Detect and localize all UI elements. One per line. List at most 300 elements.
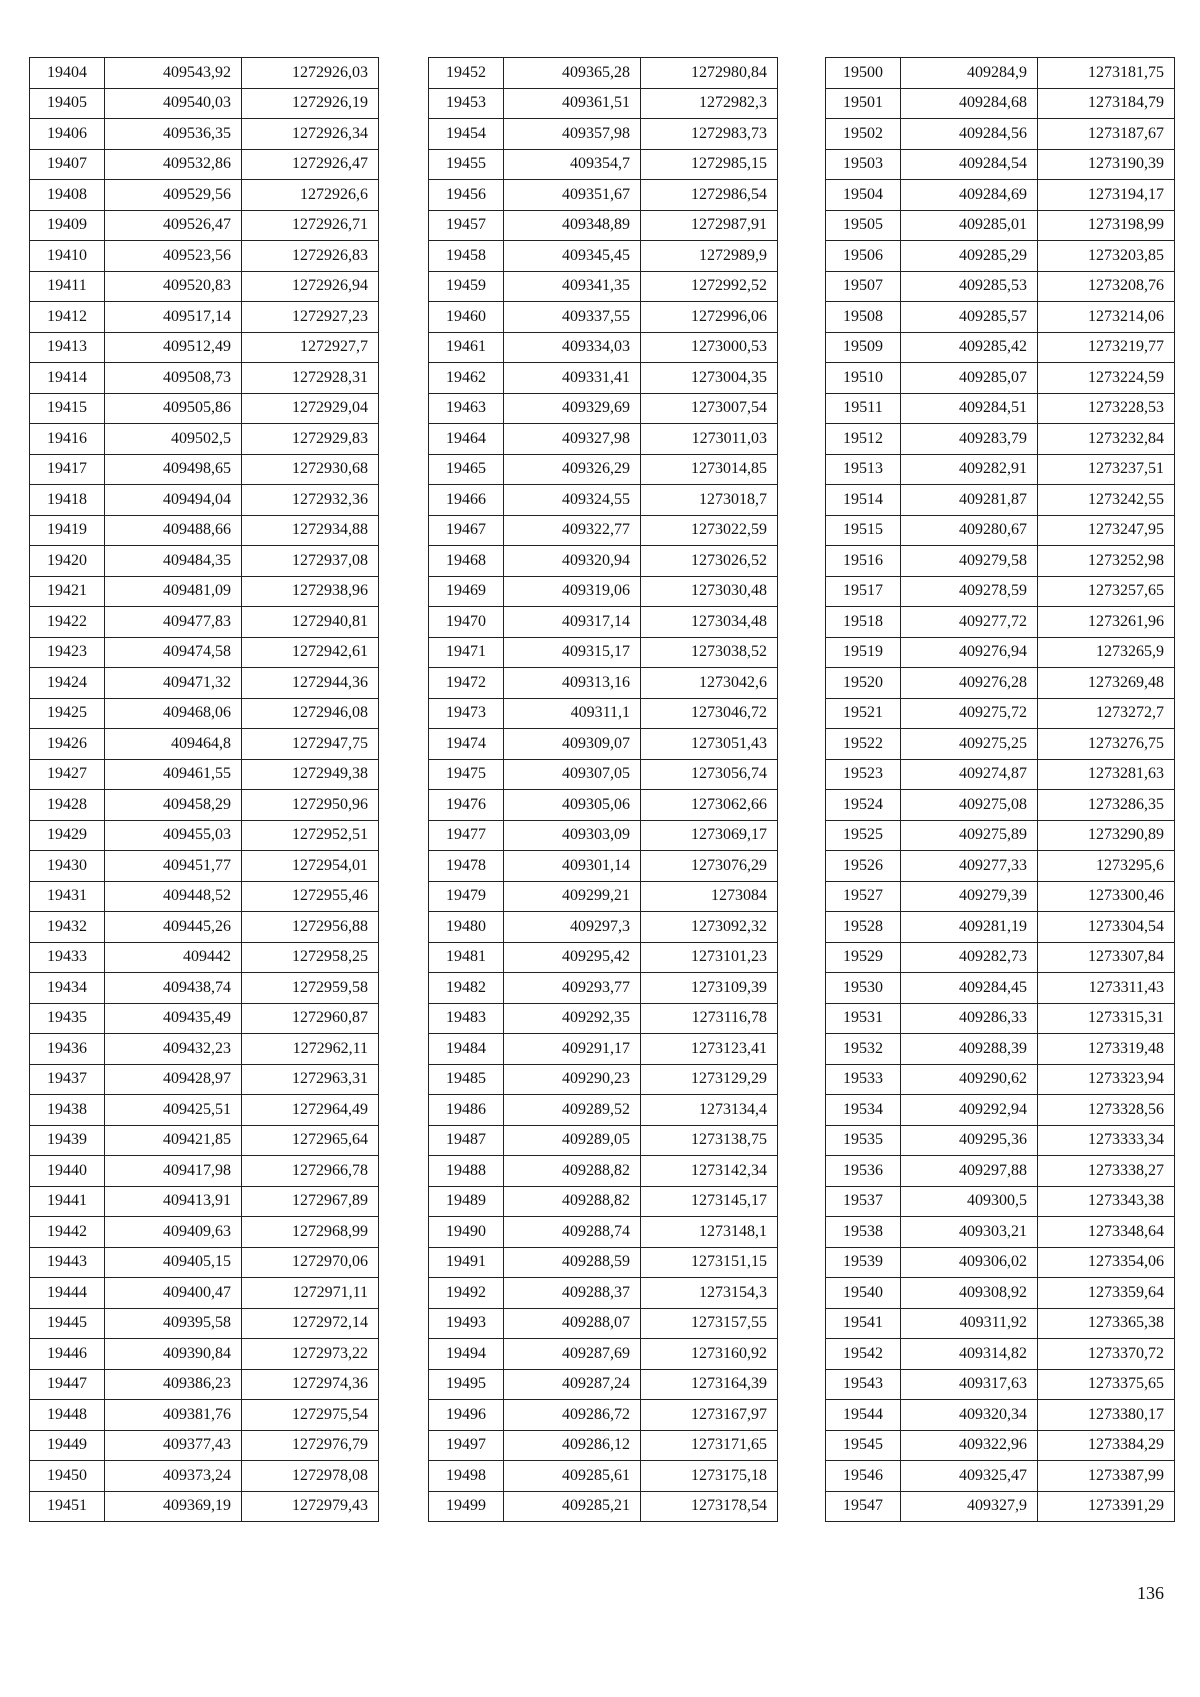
table-row xyxy=(30,149,379,180)
y-coordinate-cell: 1273333,34 xyxy=(1038,1125,1175,1156)
table-row xyxy=(429,271,778,302)
table-row xyxy=(30,424,379,455)
x-coordinate-cell: 409442 xyxy=(105,942,242,973)
point-number-cell: 19479 xyxy=(429,881,504,912)
x-coordinate-cell: 409288,07 xyxy=(504,1308,641,1339)
x-coordinate-cell: 409365,28 xyxy=(504,58,641,89)
point-number-cell: 19463 xyxy=(429,393,504,424)
point-number-cell: 19475 xyxy=(429,759,504,790)
x-coordinate-cell: 409279,58 xyxy=(901,546,1038,577)
table-row xyxy=(429,485,778,516)
y-coordinate-cell: 1272982,3 xyxy=(641,88,778,119)
x-coordinate-cell: 409320,94 xyxy=(504,546,641,577)
y-coordinate-cell: 1273038,52 xyxy=(641,637,778,668)
table-row xyxy=(429,759,778,790)
x-coordinate-cell: 409334,03 xyxy=(504,332,641,363)
table-row xyxy=(30,1156,379,1187)
x-coordinate-cell: 409317,63 xyxy=(901,1369,1038,1400)
y-coordinate-cell: 1273101,23 xyxy=(641,942,778,973)
y-coordinate-cell: 1272960,87 xyxy=(242,1003,379,1034)
x-coordinate-cell: 409313,16 xyxy=(504,668,641,699)
point-number-cell: 19419 xyxy=(30,515,105,546)
x-coordinate-cell: 409327,98 xyxy=(504,424,641,455)
point-number-cell: 19455 xyxy=(429,149,504,180)
y-coordinate-cell: 1273014,85 xyxy=(641,454,778,485)
table-row xyxy=(429,241,778,272)
x-coordinate-cell: 409417,98 xyxy=(105,1156,242,1187)
y-coordinate-cell: 1273129,29 xyxy=(641,1064,778,1095)
point-number-cell: 19464 xyxy=(429,424,504,455)
x-coordinate-cell: 409381,76 xyxy=(105,1400,242,1431)
point-number-cell: 19513 xyxy=(826,454,901,485)
x-coordinate-cell: 409284,9 xyxy=(901,58,1038,89)
x-coordinate-cell: 409291,17 xyxy=(504,1034,641,1065)
x-coordinate-cell: 409285,57 xyxy=(901,302,1038,333)
point-number-cell: 19510 xyxy=(826,363,901,394)
point-number-cell: 19427 xyxy=(30,759,105,790)
y-coordinate-cell: 1273286,35 xyxy=(1038,790,1175,821)
y-coordinate-cell: 1272992,52 xyxy=(641,271,778,302)
point-number-cell: 19409 xyxy=(30,210,105,241)
x-coordinate-cell: 409285,29 xyxy=(901,241,1038,272)
x-coordinate-cell: 409280,67 xyxy=(901,515,1038,546)
y-coordinate-cell: 1273387,99 xyxy=(1038,1461,1175,1492)
point-number-cell: 19460 xyxy=(429,302,504,333)
x-coordinate-cell: 409282,73 xyxy=(901,942,1038,973)
y-coordinate-cell: 1273034,48 xyxy=(641,607,778,638)
point-number-cell: 19537 xyxy=(826,1186,901,1217)
y-coordinate-cell: 1272938,96 xyxy=(242,576,379,607)
table-row xyxy=(30,1369,379,1400)
y-coordinate-cell: 1273228,53 xyxy=(1038,393,1175,424)
point-number-cell: 19496 xyxy=(429,1400,504,1431)
point-number-cell: 19450 xyxy=(30,1461,105,1492)
point-number-cell: 19544 xyxy=(826,1400,901,1431)
x-coordinate-cell: 409348,89 xyxy=(504,210,641,241)
x-coordinate-cell: 409409,63 xyxy=(105,1217,242,1248)
table-row xyxy=(429,607,778,638)
table-row xyxy=(429,515,778,546)
x-coordinate-cell: 409357,98 xyxy=(504,119,641,150)
point-number-cell: 19461 xyxy=(429,332,504,363)
table-row xyxy=(429,820,778,851)
x-coordinate-cell: 409285,01 xyxy=(901,210,1038,241)
x-coordinate-cell: 409523,56 xyxy=(105,241,242,272)
y-coordinate-cell: 1273069,17 xyxy=(641,820,778,851)
point-number-cell: 19489 xyxy=(429,1186,504,1217)
y-coordinate-cell: 1272946,08 xyxy=(242,698,379,729)
x-coordinate-cell: 409279,39 xyxy=(901,881,1038,912)
x-coordinate-cell: 409308,92 xyxy=(901,1278,1038,1309)
x-coordinate-cell: 409289,05 xyxy=(504,1125,641,1156)
table-row xyxy=(429,973,778,1004)
table-row xyxy=(429,1095,778,1126)
y-coordinate-cell: 1273194,17 xyxy=(1038,180,1175,211)
point-number-cell: 19509 xyxy=(826,332,901,363)
point-number-cell: 19405 xyxy=(30,88,105,119)
table-row xyxy=(30,1003,379,1034)
x-coordinate-cell: 409300,5 xyxy=(901,1186,1038,1217)
table-row xyxy=(826,790,1175,821)
table-row xyxy=(826,1064,1175,1095)
x-coordinate-cell: 409292,94 xyxy=(901,1095,1038,1126)
x-coordinate-cell: 409461,55 xyxy=(105,759,242,790)
point-number-cell: 19487 xyxy=(429,1125,504,1156)
x-coordinate-cell: 409285,21 xyxy=(504,1491,641,1522)
table-row xyxy=(826,1278,1175,1309)
table-row xyxy=(429,1430,778,1461)
point-number-cell: 19456 xyxy=(429,180,504,211)
y-coordinate-cell: 1272926,94 xyxy=(242,271,379,302)
table-row xyxy=(30,820,379,851)
table-row xyxy=(30,637,379,668)
table-row xyxy=(30,363,379,394)
x-coordinate-cell: 409329,69 xyxy=(504,393,641,424)
x-coordinate-cell: 409285,61 xyxy=(504,1461,641,1492)
point-number-cell: 19524 xyxy=(826,790,901,821)
point-number-cell: 19538 xyxy=(826,1217,901,1248)
table-row xyxy=(826,973,1175,1004)
y-coordinate-cell: 1273022,59 xyxy=(641,515,778,546)
y-coordinate-cell: 1273084 xyxy=(641,881,778,912)
y-coordinate-cell: 1272956,88 xyxy=(242,912,379,943)
point-number-cell: 19545 xyxy=(826,1430,901,1461)
x-coordinate-cell: 409327,9 xyxy=(901,1491,1038,1522)
table-row xyxy=(429,851,778,882)
x-coordinate-cell: 409400,47 xyxy=(105,1278,242,1309)
table-row xyxy=(826,88,1175,119)
point-number-cell: 19430 xyxy=(30,851,105,882)
point-number-cell: 19428 xyxy=(30,790,105,821)
y-coordinate-cell: 1273252,98 xyxy=(1038,546,1175,577)
y-coordinate-cell: 1273123,41 xyxy=(641,1034,778,1065)
point-number-cell: 19477 xyxy=(429,820,504,851)
y-coordinate-cell: 1273300,46 xyxy=(1038,881,1175,912)
y-coordinate-cell: 1272940,81 xyxy=(242,607,379,638)
point-number-cell: 19539 xyxy=(826,1247,901,1278)
table-row xyxy=(429,881,778,912)
point-number-cell: 19414 xyxy=(30,363,105,394)
table-row xyxy=(30,1491,379,1522)
y-coordinate-cell: 1272973,22 xyxy=(242,1339,379,1370)
table-row xyxy=(826,698,1175,729)
y-coordinate-cell: 1273046,72 xyxy=(641,698,778,729)
point-number-cell: 19494 xyxy=(429,1339,504,1370)
y-coordinate-cell: 1272974,36 xyxy=(242,1369,379,1400)
x-coordinate-cell: 409369,19 xyxy=(105,1491,242,1522)
x-coordinate-cell: 409494,04 xyxy=(105,485,242,516)
point-number-cell: 19525 xyxy=(826,820,901,851)
x-coordinate-cell: 409395,58 xyxy=(105,1308,242,1339)
point-number-cell: 19439 xyxy=(30,1125,105,1156)
y-coordinate-cell: 1273026,52 xyxy=(641,546,778,577)
x-coordinate-cell: 409325,47 xyxy=(901,1461,1038,1492)
point-number-cell: 19434 xyxy=(30,973,105,1004)
x-coordinate-cell: 409303,21 xyxy=(901,1217,1038,1248)
point-number-cell: 19547 xyxy=(826,1491,901,1522)
point-number-cell: 19424 xyxy=(30,668,105,699)
y-coordinate-cell: 1273214,06 xyxy=(1038,302,1175,333)
point-number-cell: 19543 xyxy=(826,1369,901,1400)
table-row xyxy=(30,1339,379,1370)
table-row xyxy=(30,88,379,119)
table-row xyxy=(30,210,379,241)
y-coordinate-cell: 1273187,67 xyxy=(1038,119,1175,150)
table-row xyxy=(429,88,778,119)
y-coordinate-cell: 1273178,54 xyxy=(641,1491,778,1522)
point-number-cell: 19516 xyxy=(826,546,901,577)
table-row xyxy=(826,1034,1175,1065)
point-number-cell: 19452 xyxy=(429,58,504,89)
table-row xyxy=(30,607,379,638)
x-coordinate-cell: 409278,59 xyxy=(901,576,1038,607)
x-coordinate-cell: 409512,49 xyxy=(105,332,242,363)
x-coordinate-cell: 409289,52 xyxy=(504,1095,641,1126)
y-coordinate-cell: 1273134,4 xyxy=(641,1095,778,1126)
point-number-cell: 19448 xyxy=(30,1400,105,1431)
x-coordinate-cell: 409532,86 xyxy=(105,149,242,180)
y-coordinate-cell: 1273056,74 xyxy=(641,759,778,790)
y-coordinate-cell: 1273290,89 xyxy=(1038,820,1175,851)
y-coordinate-cell: 1272967,89 xyxy=(242,1186,379,1217)
table-row xyxy=(429,1278,778,1309)
y-coordinate-cell: 1273018,7 xyxy=(641,485,778,516)
x-coordinate-cell: 409345,45 xyxy=(504,241,641,272)
point-number-cell: 19404 xyxy=(30,58,105,89)
table-row xyxy=(429,1034,778,1065)
x-coordinate-cell: 409287,69 xyxy=(504,1339,641,1370)
x-coordinate-cell: 409282,91 xyxy=(901,454,1038,485)
y-coordinate-cell: 1273042,6 xyxy=(641,668,778,699)
point-number-cell: 19470 xyxy=(429,607,504,638)
y-coordinate-cell: 1273208,76 xyxy=(1038,271,1175,302)
y-coordinate-cell: 1272926,71 xyxy=(242,210,379,241)
x-coordinate-cell: 409284,69 xyxy=(901,180,1038,211)
point-number-cell: 19511 xyxy=(826,393,901,424)
x-coordinate-cell: 409287,24 xyxy=(504,1369,641,1400)
point-number-cell: 19533 xyxy=(826,1064,901,1095)
y-coordinate-cell: 1272926,19 xyxy=(242,88,379,119)
table-row xyxy=(826,1156,1175,1187)
point-number-cell: 19519 xyxy=(826,637,901,668)
point-number-cell: 19482 xyxy=(429,973,504,1004)
coordinate-table-2 xyxy=(428,57,778,1522)
table-row xyxy=(826,241,1175,272)
y-coordinate-cell: 1272958,25 xyxy=(242,942,379,973)
table-row xyxy=(826,393,1175,424)
y-coordinate-cell: 1273157,55 xyxy=(641,1308,778,1339)
table-row xyxy=(30,1095,379,1126)
x-coordinate-cell: 409276,28 xyxy=(901,668,1038,699)
point-number-cell: 19422 xyxy=(30,607,105,638)
x-coordinate-cell: 409284,45 xyxy=(901,973,1038,1004)
y-coordinate-cell: 1273145,17 xyxy=(641,1186,778,1217)
table-row xyxy=(826,912,1175,943)
y-coordinate-cell: 1272928,31 xyxy=(242,363,379,394)
point-number-cell: 19407 xyxy=(30,149,105,180)
y-coordinate-cell: 1273004,35 xyxy=(641,363,778,394)
y-coordinate-cell: 1273242,55 xyxy=(1038,485,1175,516)
y-coordinate-cell: 1272976,79 xyxy=(242,1430,379,1461)
y-coordinate-cell: 1272926,83 xyxy=(242,241,379,272)
point-number-cell: 19417 xyxy=(30,454,105,485)
table-row xyxy=(30,1034,379,1065)
table-row xyxy=(429,576,778,607)
point-number-cell: 19517 xyxy=(826,576,901,607)
table-row xyxy=(30,790,379,821)
point-number-cell: 19466 xyxy=(429,485,504,516)
x-coordinate-cell: 409275,25 xyxy=(901,729,1038,760)
x-coordinate-cell: 409413,91 xyxy=(105,1186,242,1217)
table-row xyxy=(429,424,778,455)
table-row xyxy=(429,698,778,729)
x-coordinate-cell: 409295,36 xyxy=(901,1125,1038,1156)
y-coordinate-cell: 1273167,97 xyxy=(641,1400,778,1431)
x-coordinate-cell: 409286,72 xyxy=(504,1400,641,1431)
table-row xyxy=(30,58,379,89)
y-coordinate-cell: 1273276,75 xyxy=(1038,729,1175,760)
table-row xyxy=(30,515,379,546)
y-coordinate-cell: 1273181,75 xyxy=(1038,58,1175,89)
y-coordinate-cell: 1272985,15 xyxy=(641,149,778,180)
x-coordinate-cell: 409314,82 xyxy=(901,1339,1038,1370)
table-row xyxy=(826,58,1175,89)
y-coordinate-cell: 1272937,08 xyxy=(242,546,379,577)
y-coordinate-cell: 1272971,11 xyxy=(242,1278,379,1309)
point-number-cell: 19441 xyxy=(30,1186,105,1217)
point-number-cell: 19457 xyxy=(429,210,504,241)
table-row xyxy=(429,729,778,760)
x-coordinate-cell: 409277,33 xyxy=(901,851,1038,882)
y-coordinate-cell: 1273359,64 xyxy=(1038,1278,1175,1309)
point-number-cell: 19415 xyxy=(30,393,105,424)
table-row xyxy=(30,1400,379,1431)
y-coordinate-cell: 1273109,39 xyxy=(641,973,778,1004)
table-row xyxy=(429,1491,778,1522)
y-coordinate-cell: 1272927,7 xyxy=(242,332,379,363)
point-number-cell: 19453 xyxy=(429,88,504,119)
y-coordinate-cell: 1272962,11 xyxy=(242,1034,379,1065)
table-row xyxy=(429,1369,778,1400)
point-number-cell: 19446 xyxy=(30,1339,105,1370)
y-coordinate-cell: 1273219,77 xyxy=(1038,332,1175,363)
x-coordinate-cell: 409477,83 xyxy=(105,607,242,638)
table-row xyxy=(429,454,778,485)
x-coordinate-cell: 409309,07 xyxy=(504,729,641,760)
x-coordinate-cell: 409405,15 xyxy=(105,1247,242,1278)
table-row xyxy=(30,485,379,516)
table-row xyxy=(30,393,379,424)
x-coordinate-cell: 409290,23 xyxy=(504,1064,641,1095)
x-coordinate-cell: 409474,58 xyxy=(105,637,242,668)
page-number: 136 xyxy=(1137,1583,1164,1603)
y-coordinate-cell: 1273307,84 xyxy=(1038,942,1175,973)
y-coordinate-cell: 1273224,59 xyxy=(1038,363,1175,394)
point-number-cell: 19515 xyxy=(826,515,901,546)
table-row xyxy=(429,180,778,211)
x-coordinate-cell: 409351,67 xyxy=(504,180,641,211)
point-number-cell: 19490 xyxy=(429,1217,504,1248)
y-coordinate-cell: 1272970,06 xyxy=(242,1247,379,1278)
y-coordinate-cell: 1273261,96 xyxy=(1038,607,1175,638)
x-coordinate-cell: 409317,14 xyxy=(504,607,641,638)
y-coordinate-cell: 1273304,54 xyxy=(1038,912,1175,943)
point-number-cell: 19497 xyxy=(429,1430,504,1461)
point-number-cell: 19437 xyxy=(30,1064,105,1095)
x-coordinate-cell: 409311,92 xyxy=(901,1308,1038,1339)
point-number-cell: 19432 xyxy=(30,912,105,943)
table-row xyxy=(826,119,1175,150)
point-number-cell: 19522 xyxy=(826,729,901,760)
point-number-cell: 19445 xyxy=(30,1308,105,1339)
y-coordinate-cell: 1272975,54 xyxy=(242,1400,379,1431)
x-coordinate-cell: 409468,06 xyxy=(105,698,242,729)
table-row xyxy=(826,485,1175,516)
y-coordinate-cell: 1273365,38 xyxy=(1038,1308,1175,1339)
table-row xyxy=(429,942,778,973)
point-number-cell: 19546 xyxy=(826,1461,901,1492)
table-row xyxy=(826,454,1175,485)
point-number-cell: 19421 xyxy=(30,576,105,607)
point-number-cell: 19481 xyxy=(429,942,504,973)
table-row xyxy=(30,1064,379,1095)
point-number-cell: 19541 xyxy=(826,1308,901,1339)
x-coordinate-cell: 409520,83 xyxy=(105,271,242,302)
table-row xyxy=(826,637,1175,668)
point-number-cell: 19467 xyxy=(429,515,504,546)
point-number-cell: 19444 xyxy=(30,1278,105,1309)
point-number-cell: 19423 xyxy=(30,637,105,668)
table-row xyxy=(826,851,1175,882)
table-row xyxy=(429,1156,778,1187)
table-row xyxy=(826,942,1175,973)
y-coordinate-cell: 1273142,34 xyxy=(641,1156,778,1187)
point-number-cell: 19542 xyxy=(826,1339,901,1370)
x-coordinate-cell: 409481,09 xyxy=(105,576,242,607)
x-coordinate-cell: 409315,17 xyxy=(504,637,641,668)
point-number-cell: 19459 xyxy=(429,271,504,302)
table-row xyxy=(30,332,379,363)
y-coordinate-cell: 1272979,43 xyxy=(242,1491,379,1522)
table-row xyxy=(826,668,1175,699)
y-coordinate-cell: 1273269,48 xyxy=(1038,668,1175,699)
x-coordinate-cell: 409288,59 xyxy=(504,1247,641,1278)
y-coordinate-cell: 1272954,01 xyxy=(242,851,379,882)
point-number-cell: 19485 xyxy=(429,1064,504,1095)
x-coordinate-cell: 409331,41 xyxy=(504,363,641,394)
y-coordinate-cell: 1273175,18 xyxy=(641,1461,778,1492)
point-number-cell: 19530 xyxy=(826,973,901,1004)
table-row xyxy=(30,881,379,912)
table-row xyxy=(30,119,379,150)
x-coordinate-cell: 409324,55 xyxy=(504,485,641,516)
y-coordinate-cell: 1272972,14 xyxy=(242,1308,379,1339)
table-row xyxy=(826,729,1175,760)
table-row xyxy=(826,1125,1175,1156)
point-number-cell: 19429 xyxy=(30,820,105,851)
table-row xyxy=(30,1308,379,1339)
y-coordinate-cell: 1272950,96 xyxy=(242,790,379,821)
point-number-cell: 19507 xyxy=(826,271,901,302)
x-coordinate-cell: 409517,14 xyxy=(105,302,242,333)
y-coordinate-cell: 1272926,47 xyxy=(242,149,379,180)
x-coordinate-cell: 409288,37 xyxy=(504,1278,641,1309)
y-coordinate-cell: 1272978,08 xyxy=(242,1461,379,1492)
table-row xyxy=(30,1186,379,1217)
x-coordinate-cell: 409432,23 xyxy=(105,1034,242,1065)
table-row xyxy=(826,881,1175,912)
x-coordinate-cell: 409284,56 xyxy=(901,119,1038,150)
